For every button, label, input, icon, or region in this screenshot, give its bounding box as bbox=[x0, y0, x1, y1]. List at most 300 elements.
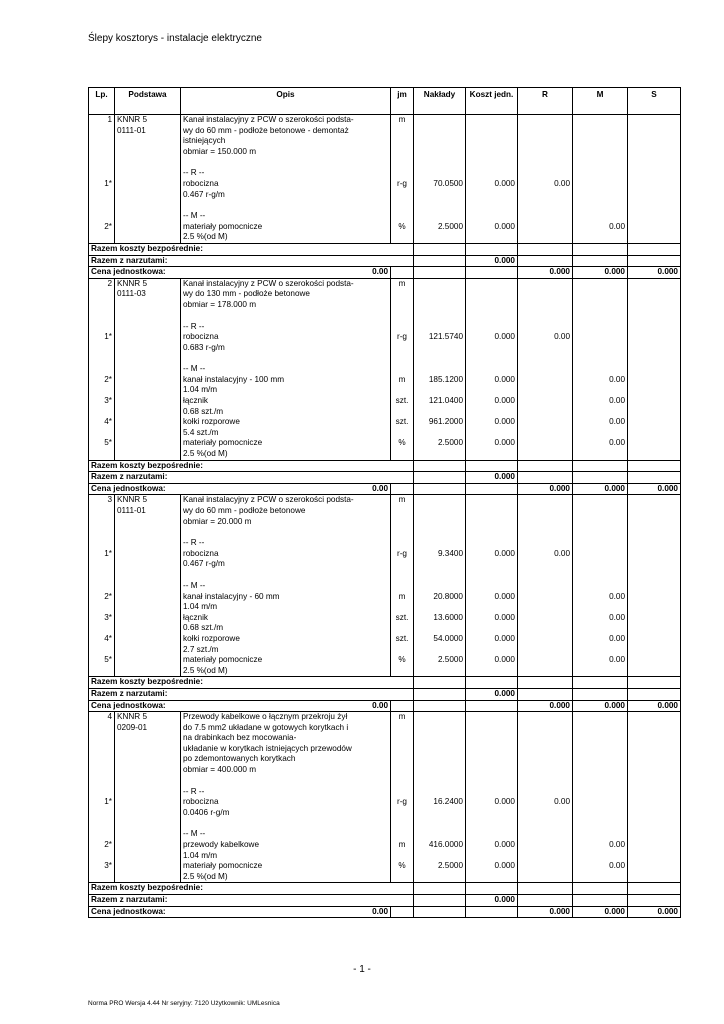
table-cell bbox=[466, 602, 518, 613]
table-cell bbox=[115, 581, 181, 592]
table-cell bbox=[391, 168, 414, 179]
table-cell bbox=[391, 472, 414, 484]
item-name: materiały pomocnicze bbox=[181, 438, 391, 449]
table-cell bbox=[466, 353, 518, 364]
table-cell bbox=[89, 623, 115, 634]
table-cell bbox=[628, 417, 681, 428]
table-cell bbox=[414, 688, 466, 700]
table-cell bbox=[518, 602, 573, 613]
table-cell bbox=[115, 666, 181, 677]
table-cell bbox=[628, 157, 681, 168]
table-cell bbox=[466, 851, 518, 862]
item-naklady: 961.2000 bbox=[414, 417, 466, 428]
table-cell bbox=[573, 559, 628, 570]
table-cell bbox=[628, 808, 681, 819]
table-row bbox=[89, 506, 681, 517]
header-jm: jm bbox=[391, 88, 414, 115]
table-row bbox=[89, 723, 681, 734]
section-label: -- M -- bbox=[181, 364, 391, 375]
item-jm: r-g bbox=[391, 549, 414, 560]
cena-s: 0.000 bbox=[628, 906, 681, 918]
razem-kb-label: Razem koszty bezpośrednie: bbox=[89, 243, 391, 255]
table-cell bbox=[518, 211, 573, 222]
item-name: kanał instalacyjny - 100 mm bbox=[181, 375, 391, 386]
table-cell bbox=[466, 645, 518, 656]
table-cell bbox=[573, 538, 628, 549]
table-cell bbox=[414, 818, 466, 829]
table-cell bbox=[89, 517, 115, 528]
cena-value: 0.00 bbox=[181, 267, 391, 279]
razem-narzut-label: Razem z narzutami: bbox=[89, 472, 391, 484]
item-koszt: 0.000 bbox=[466, 592, 518, 603]
table-cell bbox=[89, 200, 115, 211]
item-r bbox=[518, 417, 573, 428]
table-row bbox=[89, 797, 681, 808]
table-cell bbox=[573, 168, 628, 179]
table-cell bbox=[391, 200, 414, 211]
item-jm: szt. bbox=[391, 613, 414, 624]
cena-m: 0.000 bbox=[573, 267, 628, 279]
item-norm: 2.5 %(od M) bbox=[181, 666, 391, 677]
table-cell bbox=[518, 407, 573, 418]
table-cell bbox=[115, 449, 181, 460]
table-row bbox=[89, 417, 681, 428]
item-norm: 0.683 r-g/m bbox=[181, 343, 391, 354]
razem-narzut-value: 0.000 bbox=[466, 688, 518, 700]
table-cell bbox=[573, 460, 628, 472]
table-cell bbox=[391, 460, 414, 472]
table-cell bbox=[628, 232, 681, 243]
table-cell bbox=[414, 645, 466, 656]
table-cell bbox=[466, 385, 518, 396]
razem-narzut-label: Razem z narzutami: bbox=[89, 895, 391, 907]
table-cell bbox=[518, 787, 573, 798]
item-naklady: 2.5000 bbox=[414, 861, 466, 872]
table-cell bbox=[391, 428, 414, 439]
item-name: robocizna bbox=[181, 332, 391, 343]
table-cell bbox=[414, 872, 466, 883]
table-cell bbox=[518, 157, 573, 168]
table-cell bbox=[391, 506, 414, 517]
header-opis: Opis bbox=[181, 88, 391, 115]
table-cell bbox=[89, 776, 115, 787]
table-cell bbox=[518, 168, 573, 179]
table-cell bbox=[115, 861, 181, 872]
table-cell bbox=[518, 278, 573, 289]
position-lp: 2 bbox=[89, 278, 115, 289]
table-cell bbox=[115, 438, 181, 449]
table-cell bbox=[89, 787, 115, 798]
razem-kb-label: Razem koszty bezpośrednie: bbox=[89, 883, 391, 895]
table-cell bbox=[573, 428, 628, 439]
table-row bbox=[89, 483, 681, 495]
table-cell bbox=[573, 157, 628, 168]
position-jm: m bbox=[391, 712, 414, 723]
position-description: wy do 130 mm - podłoże betonowe bbox=[181, 289, 391, 300]
table-cell bbox=[628, 559, 681, 570]
header-podstawa: Podstawa bbox=[115, 88, 181, 115]
table-cell bbox=[518, 883, 573, 895]
table-cell bbox=[181, 200, 391, 211]
table-cell bbox=[628, 428, 681, 439]
table-cell bbox=[414, 472, 466, 484]
table-cell bbox=[573, 744, 628, 755]
item-lp: 1* bbox=[89, 549, 115, 560]
table-cell bbox=[466, 364, 518, 375]
table-cell bbox=[115, 602, 181, 613]
table-cell bbox=[414, 666, 466, 677]
table-cell bbox=[391, 267, 414, 279]
razem-narzut-label: Razem z narzutami: bbox=[89, 688, 391, 700]
position-podstawa: KNNR 5 bbox=[115, 712, 181, 723]
table-row bbox=[89, 385, 681, 396]
table-cell bbox=[115, 200, 181, 211]
table-cell bbox=[115, 385, 181, 396]
table-cell bbox=[115, 517, 181, 528]
position-block bbox=[89, 495, 681, 712]
table-cell bbox=[89, 407, 115, 418]
table-row bbox=[89, 645, 681, 656]
table-cell bbox=[466, 581, 518, 592]
table-cell bbox=[466, 787, 518, 798]
table-cell bbox=[115, 211, 181, 222]
table-cell bbox=[628, 733, 681, 744]
table-cell bbox=[89, 538, 115, 549]
table-cell bbox=[628, 776, 681, 787]
item-naklady: 54.0000 bbox=[414, 634, 466, 645]
table-cell bbox=[573, 688, 628, 700]
table-cell bbox=[518, 527, 573, 538]
item-naklady: 9.3400 bbox=[414, 549, 466, 560]
item-lp: 3* bbox=[89, 861, 115, 872]
table-cell bbox=[391, 906, 414, 918]
table-cell bbox=[518, 311, 573, 322]
table-cell bbox=[628, 592, 681, 603]
table-cell bbox=[518, 723, 573, 734]
table-cell bbox=[518, 688, 573, 700]
table-cell bbox=[628, 353, 681, 364]
table-cell bbox=[573, 255, 628, 267]
item-jm: % bbox=[391, 861, 414, 872]
table-cell bbox=[89, 754, 115, 765]
table-cell bbox=[573, 723, 628, 734]
table-cell bbox=[518, 754, 573, 765]
table-row bbox=[89, 332, 681, 343]
table-row bbox=[89, 895, 681, 907]
table-cell bbox=[466, 538, 518, 549]
table-cell bbox=[89, 527, 115, 538]
item-naklady: 2.5000 bbox=[414, 655, 466, 666]
table-cell bbox=[573, 407, 628, 418]
table-cell bbox=[518, 538, 573, 549]
table-row bbox=[89, 808, 681, 819]
item-jm: m bbox=[391, 375, 414, 386]
table-cell bbox=[115, 428, 181, 439]
table-cell bbox=[391, 808, 414, 819]
table-cell bbox=[573, 829, 628, 840]
table-cell bbox=[414, 168, 466, 179]
table-cell bbox=[466, 126, 518, 137]
table-cell bbox=[391, 570, 414, 581]
cena-m: 0.000 bbox=[573, 700, 628, 712]
table-cell bbox=[391, 527, 414, 538]
section-label: -- R -- bbox=[181, 168, 391, 179]
item-koszt: 0.000 bbox=[466, 634, 518, 645]
table-cell bbox=[89, 136, 115, 147]
position-jm: m bbox=[391, 495, 414, 506]
section-label: -- R -- bbox=[181, 322, 391, 333]
table-cell bbox=[628, 688, 681, 700]
item-m: 0.00 bbox=[573, 417, 628, 428]
table-cell bbox=[115, 538, 181, 549]
table-cell bbox=[573, 872, 628, 883]
table-cell bbox=[115, 559, 181, 570]
table-cell bbox=[628, 623, 681, 634]
table-cell bbox=[518, 744, 573, 755]
table-row bbox=[89, 157, 681, 168]
table-cell bbox=[414, 506, 466, 517]
table-cell bbox=[391, 147, 414, 158]
table-cell bbox=[115, 147, 181, 158]
table-cell bbox=[414, 787, 466, 798]
table-row bbox=[89, 449, 681, 460]
position-description: Kanał instalacyjny z PCW o szerokości podsta- bbox=[181, 115, 391, 126]
table-cell bbox=[466, 733, 518, 744]
table-cell bbox=[414, 712, 466, 723]
table-row bbox=[89, 677, 681, 689]
table-cell bbox=[391, 733, 414, 744]
table-cell bbox=[628, 375, 681, 386]
position-description: wy do 60 mm - podłoże betonowe - demontaż bbox=[181, 126, 391, 137]
table-row bbox=[89, 428, 681, 439]
table-cell bbox=[414, 343, 466, 354]
table-row bbox=[89, 733, 681, 744]
table-cell bbox=[115, 645, 181, 656]
table-cell bbox=[573, 385, 628, 396]
table-row bbox=[89, 527, 681, 538]
table-row bbox=[89, 255, 681, 267]
table-cell bbox=[89, 733, 115, 744]
table-row bbox=[89, 602, 681, 613]
item-m bbox=[573, 797, 628, 808]
table-cell bbox=[573, 147, 628, 158]
item-r: 0.00 bbox=[518, 549, 573, 560]
table-cell bbox=[466, 818, 518, 829]
header-s: S bbox=[628, 88, 681, 115]
table-row bbox=[89, 538, 681, 549]
table-cell bbox=[414, 115, 466, 126]
table-row bbox=[89, 407, 681, 418]
table-cell bbox=[414, 300, 466, 311]
position-lp: 1 bbox=[89, 115, 115, 126]
razem-narzut-label: Razem z narzutami: bbox=[89, 255, 391, 267]
table-cell bbox=[414, 829, 466, 840]
table-cell bbox=[466, 168, 518, 179]
table-cell bbox=[115, 527, 181, 538]
table-cell bbox=[115, 754, 181, 765]
table-cell bbox=[414, 278, 466, 289]
item-name: materiały pomocnicze bbox=[181, 861, 391, 872]
table-cell bbox=[466, 289, 518, 300]
table-cell bbox=[518, 666, 573, 677]
position-lp: 3 bbox=[89, 495, 115, 506]
table-row bbox=[89, 222, 681, 233]
razem-kb-label: Razem koszty bezpośrednie: bbox=[89, 677, 391, 689]
table-cell bbox=[628, 744, 681, 755]
table-cell bbox=[518, 559, 573, 570]
table-row bbox=[89, 570, 681, 581]
position-description: obmiar = 178.000 m bbox=[181, 300, 391, 311]
cena-s: 0.000 bbox=[628, 267, 681, 279]
table-cell bbox=[628, 517, 681, 528]
table-cell bbox=[115, 744, 181, 755]
table-cell bbox=[573, 895, 628, 907]
table-cell bbox=[115, 655, 181, 666]
table-cell bbox=[391, 538, 414, 549]
table-cell bbox=[573, 787, 628, 798]
table-cell bbox=[628, 300, 681, 311]
item-r: 0.00 bbox=[518, 179, 573, 190]
position-podstawa: KNNR 5 bbox=[115, 115, 181, 126]
table-cell bbox=[181, 353, 391, 364]
table-cell bbox=[414, 232, 466, 243]
item-koszt: 0.000 bbox=[466, 861, 518, 872]
table-cell bbox=[414, 428, 466, 439]
item-koszt: 0.000 bbox=[466, 549, 518, 560]
table-cell bbox=[466, 723, 518, 734]
item-r bbox=[518, 613, 573, 624]
table-cell bbox=[573, 353, 628, 364]
table-cell bbox=[115, 808, 181, 819]
table-cell bbox=[414, 808, 466, 819]
table-cell bbox=[628, 407, 681, 418]
table-cell bbox=[115, 851, 181, 862]
table-cell bbox=[414, 322, 466, 333]
table-cell bbox=[115, 157, 181, 168]
table-cell bbox=[414, 483, 466, 495]
item-m: 0.00 bbox=[573, 438, 628, 449]
item-jm: m bbox=[391, 840, 414, 851]
table-cell bbox=[115, 375, 181, 386]
item-jm: r-g bbox=[391, 797, 414, 808]
table-cell bbox=[466, 232, 518, 243]
item-m: 0.00 bbox=[573, 592, 628, 603]
table-cell bbox=[391, 157, 414, 168]
item-naklady: 121.5740 bbox=[414, 332, 466, 343]
table-cell bbox=[628, 289, 681, 300]
position-description: wy do 60 mm - podłoże betonowe bbox=[181, 506, 391, 517]
table-cell bbox=[628, 311, 681, 322]
table-cell bbox=[518, 808, 573, 819]
table-cell bbox=[573, 322, 628, 333]
table-cell bbox=[391, 623, 414, 634]
table-cell bbox=[466, 744, 518, 755]
table-cell bbox=[414, 581, 466, 592]
table-cell bbox=[518, 623, 573, 634]
table-cell bbox=[466, 200, 518, 211]
table-cell bbox=[466, 343, 518, 354]
item-naklady: 20.8000 bbox=[414, 592, 466, 603]
table-cell bbox=[628, 613, 681, 624]
table-cell bbox=[518, 136, 573, 147]
table-cell bbox=[115, 136, 181, 147]
table-cell bbox=[89, 602, 115, 613]
table-cell bbox=[466, 666, 518, 677]
table-cell bbox=[391, 255, 414, 267]
table-cell bbox=[466, 136, 518, 147]
table-cell bbox=[466, 157, 518, 168]
table-cell bbox=[89, 428, 115, 439]
table-cell bbox=[518, 115, 573, 126]
table-cell bbox=[391, 126, 414, 137]
table-cell bbox=[518, 776, 573, 787]
item-koszt: 0.000 bbox=[466, 655, 518, 666]
table-cell bbox=[115, 343, 181, 354]
table-cell bbox=[391, 211, 414, 222]
table-cell bbox=[518, 449, 573, 460]
table-cell bbox=[628, 581, 681, 592]
position-podstawa: 0111-03 bbox=[115, 289, 181, 300]
item-name: łącznik bbox=[181, 396, 391, 407]
table-cell bbox=[391, 666, 414, 677]
table-cell bbox=[628, 385, 681, 396]
table-cell bbox=[518, 570, 573, 581]
table-cell bbox=[391, 602, 414, 613]
table-cell bbox=[628, 438, 681, 449]
item-name: robocizna bbox=[181, 549, 391, 560]
item-r bbox=[518, 375, 573, 386]
table-cell bbox=[414, 906, 466, 918]
table-cell bbox=[115, 332, 181, 343]
table-cell bbox=[414, 570, 466, 581]
razem-narzut-value: 0.000 bbox=[466, 255, 518, 267]
table-cell bbox=[466, 300, 518, 311]
table-cell bbox=[391, 581, 414, 592]
table-cell bbox=[391, 483, 414, 495]
table-cell bbox=[414, 623, 466, 634]
item-norm: 0.467 r-g/m bbox=[181, 559, 391, 570]
item-m: 0.00 bbox=[573, 655, 628, 666]
table-cell bbox=[628, 179, 681, 190]
table-cell bbox=[573, 581, 628, 592]
table-cell bbox=[89, 829, 115, 840]
table-cell bbox=[628, 472, 681, 484]
position-description: Przewody kabelkowe o łącznym przekroju żył bbox=[181, 712, 391, 723]
position-description: układanie w korytkach istniejących przewodów bbox=[181, 744, 391, 755]
item-r bbox=[518, 592, 573, 603]
table-cell bbox=[628, 527, 681, 538]
table-cell bbox=[391, 818, 414, 829]
table-cell bbox=[573, 449, 628, 460]
table-cell bbox=[518, 364, 573, 375]
table-row bbox=[89, 438, 681, 449]
table-cell bbox=[518, 460, 573, 472]
item-r: 0.00 bbox=[518, 797, 573, 808]
table-cell bbox=[391, 851, 414, 862]
table-cell bbox=[466, 278, 518, 289]
item-lp: 2* bbox=[89, 592, 115, 603]
table-cell bbox=[414, 407, 466, 418]
table-cell bbox=[628, 332, 681, 343]
position-jm: m bbox=[391, 115, 414, 126]
table-cell bbox=[89, 343, 115, 354]
table-cell bbox=[518, 645, 573, 656]
table-cell bbox=[466, 527, 518, 538]
cena-r: 0.000 bbox=[518, 483, 573, 495]
table-cell bbox=[466, 190, 518, 201]
position-jm: m bbox=[391, 278, 414, 289]
table-cell bbox=[89, 289, 115, 300]
